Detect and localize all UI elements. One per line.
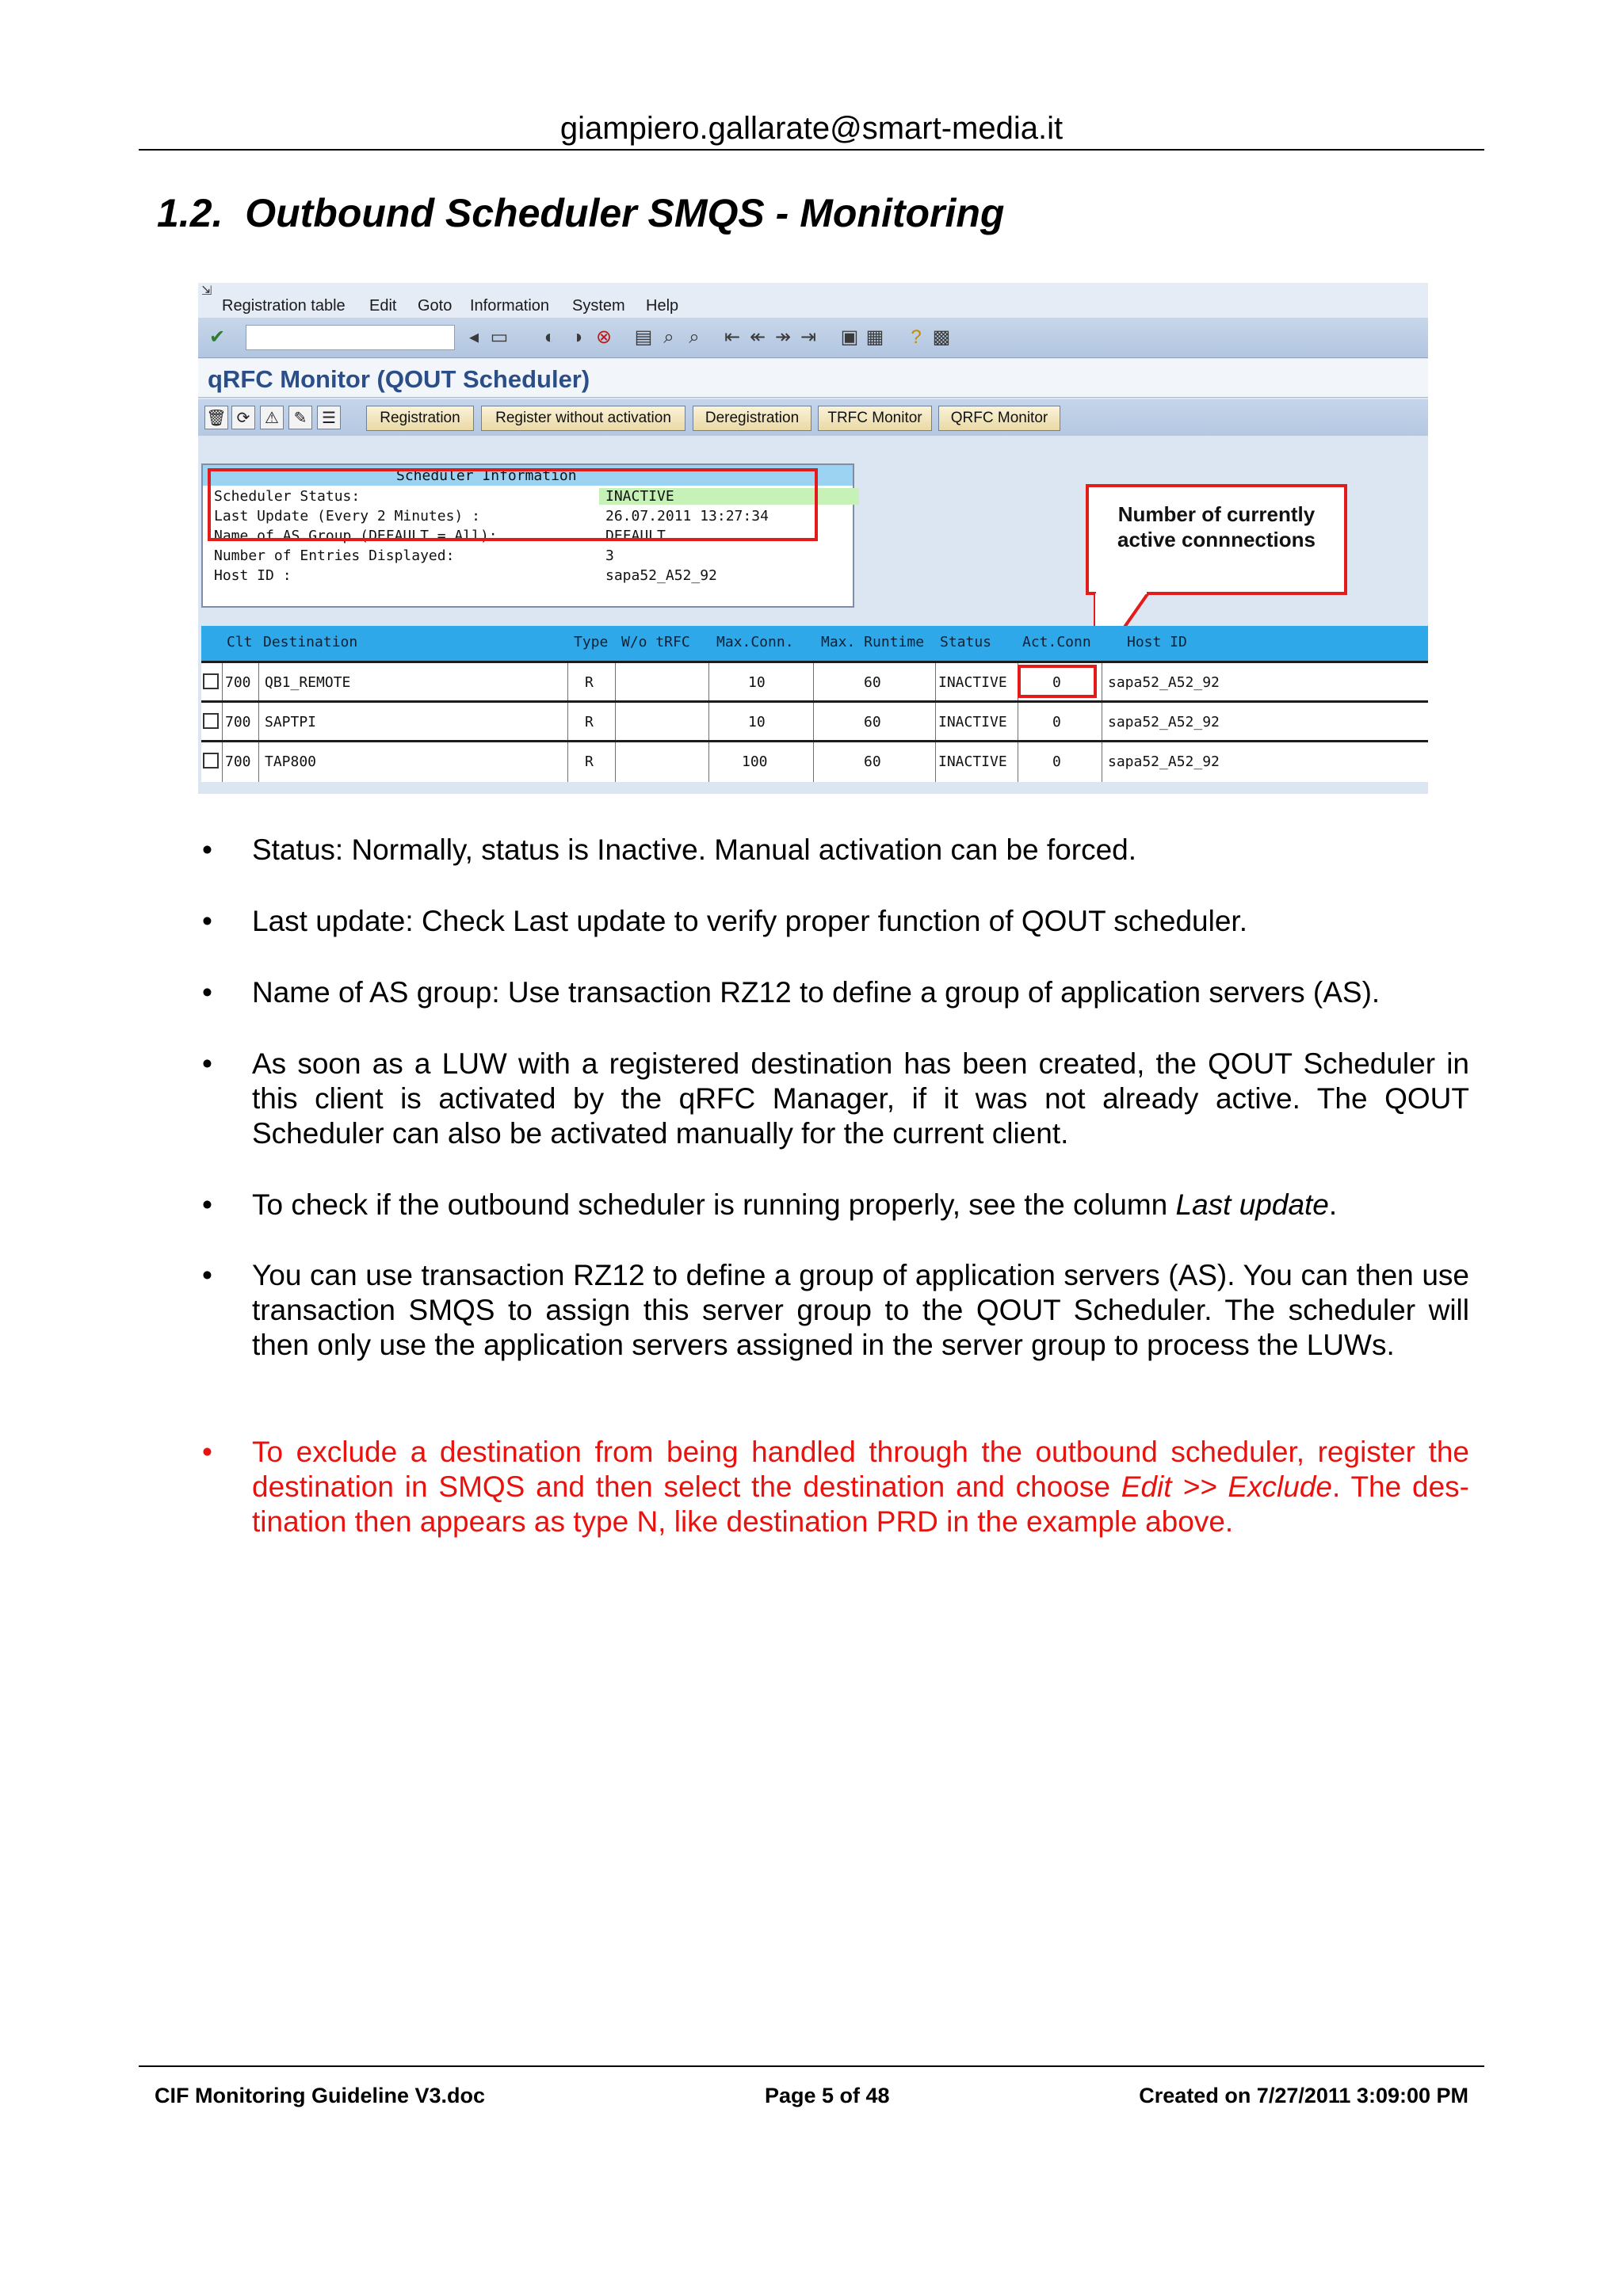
sap-titlebar <box>198 359 1428 398</box>
menu-registration-table[interactable]: Registration table <box>222 297 346 315</box>
col-max-runtime[interactable]: Max. Runtime <box>821 634 925 650</box>
info-row-entries: Number of Entries Displayed: 3 <box>214 547 614 564</box>
bullet-status: Status: Normally, status is Inactive. Manual activation can be forced. <box>252 833 1136 866</box>
col-destination[interactable]: Destination <box>263 634 358 650</box>
col-host-id[interactable]: Host ID <box>1127 634 1187 650</box>
row-select-checkbox[interactable] <box>203 673 219 689</box>
table-row[interactable]: 700 QB1_REMOTE R 10 60 INACTIVE 0 sapa52_A52_92 <box>201 661 1428 703</box>
details-icon[interactable]: ⚠ <box>260 406 284 429</box>
bullet-last-update: Last update: Check Last update to verify proper function of QOUT scheduler. <box>252 905 1247 937</box>
new-session-icon[interactable]: ▣ <box>840 326 859 348</box>
footer-rule <box>139 2065 1484 2067</box>
screen-title: qRFC Monitor (QOUT Scheduler) <box>208 365 590 393</box>
bullet-marker: • <box>202 1047 212 1080</box>
delete-icon[interactable]: 🗑 <box>204 406 228 429</box>
bullet-marker: • <box>202 1259 212 1291</box>
footer-created-on: Created on 7/27/2011 3:09:00 PM <box>1139 2084 1468 2107</box>
col-type[interactable]: Type <box>574 634 609 650</box>
info-row-status: Scheduler Status: INACTIVE <box>203 486 853 505</box>
section-heading <box>157 190 1004 236</box>
find-next-icon[interactable]: ⌕ <box>689 326 700 348</box>
menu-information[interactable]: Information <box>470 297 550 315</box>
trfc-monitor-button[interactable]: TRFC Monitor <box>818 406 932 431</box>
table-row[interactable]: 700 SAPTPI R 10 60 INACTIVE 0 sapa52_A52_92 <box>201 700 1428 742</box>
menu-help[interactable]: Help <box>646 297 679 315</box>
back-arrow-icon[interactable]: ◂ <box>468 326 479 348</box>
refresh-icon[interactable]: ⟳ <box>231 406 255 429</box>
menu-entry-icon: ⇲ <box>201 284 212 298</box>
col-wo-trfc[interactable]: W/o tRFC <box>621 634 690 650</box>
bullet-marker: • <box>202 833 212 866</box>
back-icon[interactable]: ◐ <box>544 326 556 348</box>
header-email: giampiero.gallarate@smart-media.it <box>559 111 1064 146</box>
last-page-icon[interactable]: ⇥ <box>800 326 817 348</box>
row-select-checkbox[interactable] <box>203 753 219 769</box>
deregistration-button[interactable]: Deregistration <box>693 406 812 431</box>
last-update-emphasis: Last update <box>1175 1188 1329 1221</box>
bullet-exclude-destination: To exclude a destination from being handled through the outbound scheduler, register the destination in SMQS and then select the destination and choose Edit >> Exclude. The des-tination then appears as type N, like destination PRD in the example above. <box>252 1436 1469 1538</box>
help-icon[interactable]: ? <box>911 326 922 348</box>
last-update-value: 26.07.2011 13:27:34 <box>605 508 769 524</box>
sap-standard-toolbar <box>198 318 1428 358</box>
shortcut-icon[interactable]: ▦ <box>865 326 884 348</box>
edit-exclude-emphasis: Edit >> Exclude <box>1121 1470 1333 1503</box>
section-title: Outbound Scheduler SMQS - Monitoring <box>245 191 1005 235</box>
qrfc-monitor-button[interactable]: QRFC Monitor <box>938 406 1060 431</box>
status-highlight-box <box>208 468 818 541</box>
find-icon[interactable]: ⌕ <box>663 326 674 348</box>
save-icon[interactable]: ▭ <box>490 326 509 348</box>
table-header <box>201 626 1428 661</box>
scheduler-status-value: INACTIVE <box>599 488 859 505</box>
next-page-icon[interactable]: ↠ <box>774 326 792 348</box>
header-rule <box>139 149 1484 151</box>
bullet-luw-activation: As soon as a LUW with a registered destination has been created, the QOUT Scheduler in this client is activated by the qRFC Manager, if it was not already active. The QOUT Scheduler can also be activated manually for the current client. <box>252 1047 1469 1150</box>
col-max-conn[interactable]: Max.Conn. <box>716 634 794 650</box>
list-icon[interactable]: ☰ <box>317 406 341 429</box>
application-toolbar <box>198 399 1428 436</box>
col-status[interactable]: Status <box>940 634 992 650</box>
info-row-host: Host ID : sapa52_A52_92 <box>214 567 717 584</box>
registration-button[interactable]: Registration <box>366 406 474 431</box>
info-row-last-update: Last Update (Every 2 Minutes) : 26.07.2011 13:27:34 <box>214 508 769 524</box>
print-icon[interactable]: ▤ <box>634 326 653 348</box>
cancel-icon[interactable]: ⊗ <box>595 326 613 348</box>
bullet-as-group: Name of AS group: Use transaction RZ12 to define a group of application servers (AS). <box>252 976 1381 1009</box>
bullet-marker: • <box>202 1436 212 1468</box>
exit-icon[interactable]: ◑ <box>571 326 583 348</box>
footer-page-number: Page 5 of 48 <box>765 2084 890 2107</box>
scheduler-info-heading: Scheduler Information <box>203 465 853 486</box>
prev-page-icon[interactable]: ↞ <box>749 326 766 348</box>
edit-icon[interactable]: ✎ <box>288 406 312 429</box>
bullet-marker: • <box>202 976 212 1009</box>
table-row[interactable]: 700 TAP800 R 100 60 INACTIVE 0 sapa52_A52_92 <box>201 740 1428 782</box>
enter-check-icon[interactable]: ✔ <box>208 326 226 348</box>
menu-goto[interactable]: Goto <box>418 297 453 315</box>
info-row-as-group: Name of AS Group (DEFAULT = All): DEFAULT <box>214 528 666 544</box>
col-clt[interactable]: Clt <box>227 634 253 650</box>
col-act-conn[interactable]: Act.Conn <box>1022 634 1091 650</box>
bullet-marker: • <box>202 905 212 937</box>
bullet-check-running: To check if the outbound scheduler is running properly, see the column Last update. <box>252 1188 1338 1221</box>
bullet-rz12-smqs: You can use transaction RZ12 to define a group of application servers (AS). You can then use transaction SMQS to assign this server group to the QOUT Scheduler. The scheduler will then only use the application servers assigned in the server group to process the LUWs. <box>252 1259 1469 1361</box>
sap-screenshot <box>198 283 1428 794</box>
callout-active-connections: Number of currently active connnections <box>1086 484 1347 595</box>
sap-menubar <box>198 283 1428 318</box>
menu-system[interactable]: System <box>572 297 625 315</box>
section-number: 1.2. <box>157 191 223 235</box>
menu-edit[interactable]: Edit <box>369 297 397 315</box>
footer-document-name: CIF Monitoring Guideline V3.doc <box>155 2084 485 2107</box>
bullet-marker: • <box>202 1188 212 1221</box>
command-field[interactable] <box>246 325 455 350</box>
first-page-icon[interactable]: ⇤ <box>724 326 741 348</box>
register-without-activation-button[interactable]: Register without activation <box>481 406 685 431</box>
layout-menu-icon[interactable]: ▩ <box>932 326 951 348</box>
row-select-checkbox[interactable] <box>203 713 219 729</box>
act-conn-highlight-box <box>1018 665 1097 698</box>
